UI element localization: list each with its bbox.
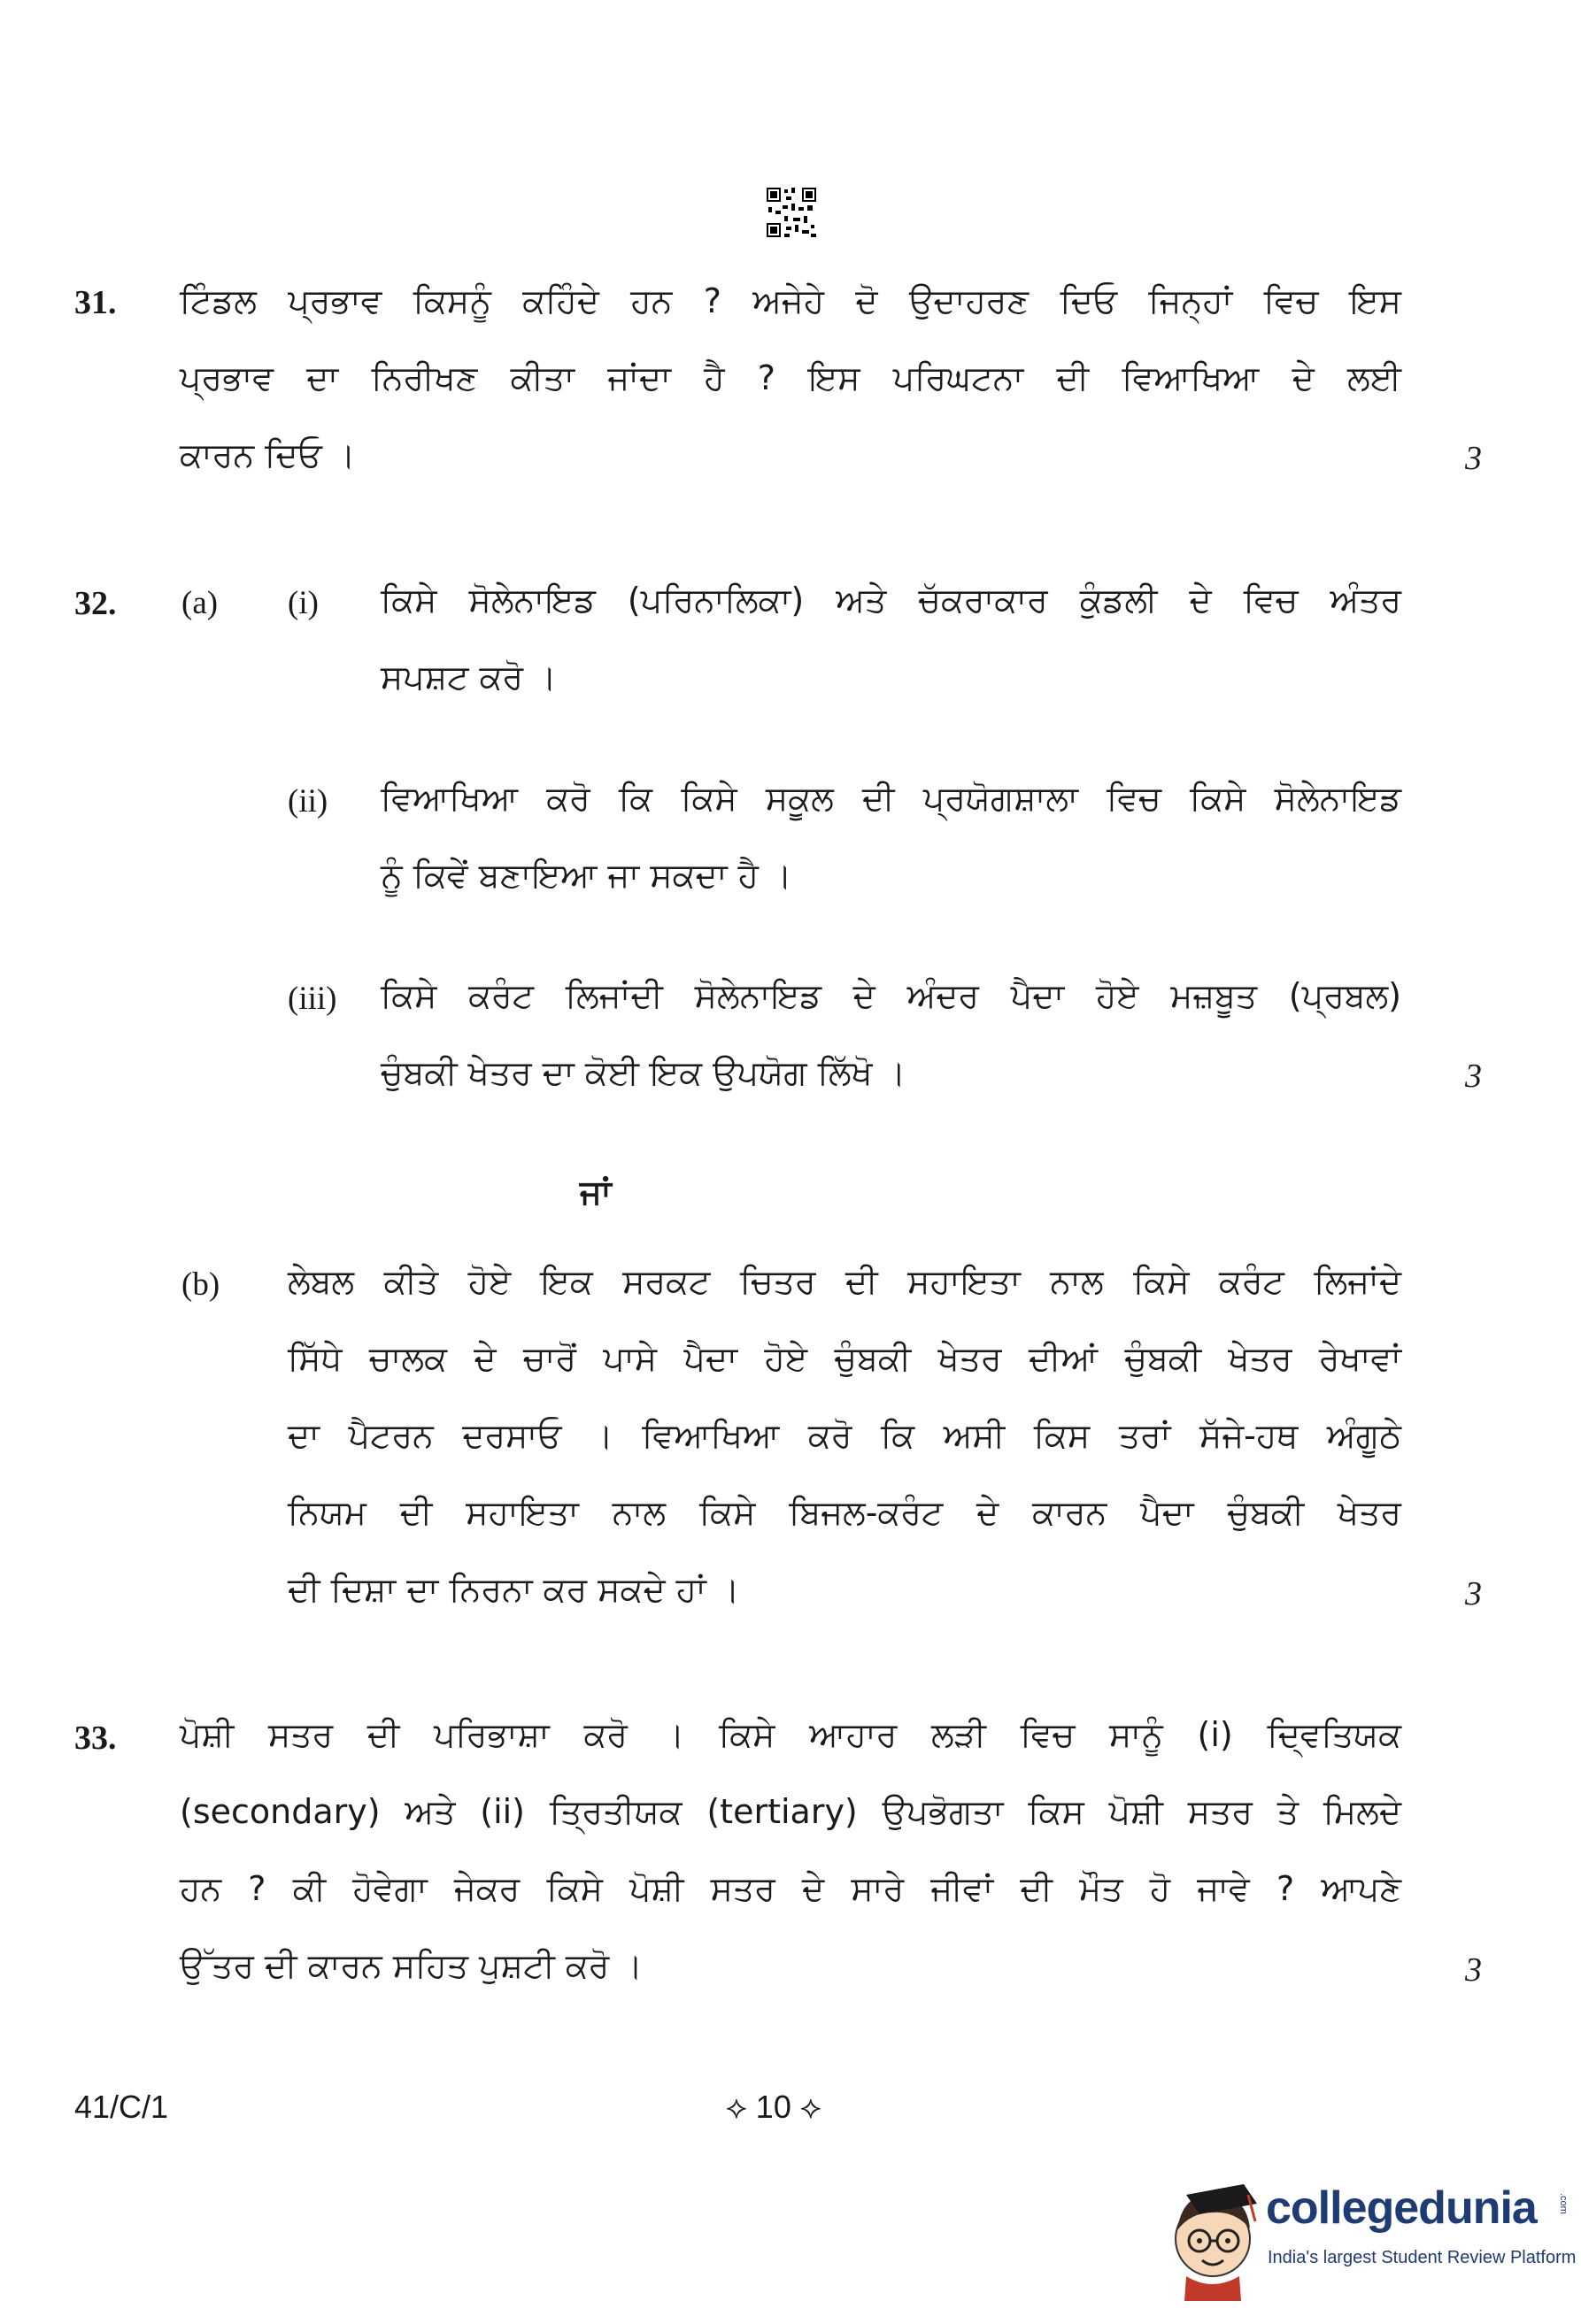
q31-line-1: ਟਿੰਡਲ ਪ੍ਰਭਾਵ ਕਿਸਨੂੰ ਕਹਿੰਦੇ ਹਨ ? ਅਜੇਹੇ ਦੋ ਉਦਾਹਰਣ ਦਿਓ ਜਿਨ੍ਹਾਂ ਵਿਚ ਇਸ — [180, 281, 1401, 320]
q32-b-marks: 3 — [1465, 1575, 1482, 1612]
question-number-33: 33. — [74, 1720, 117, 1757]
question-number-32: 32. — [74, 585, 117, 622]
q32-a-i-line-2: ਸਪਸ਼ਟ ਕਰੋ । — [381, 658, 557, 696]
q32-a-iii-label: (iii) — [288, 981, 337, 1017]
q33-line-3: ਹਨ ? ਕੀ ਹੋਵੇਗਾ ਜੇਕਰ ਕਿਸੇ ਪੋਸ਼ੀ ਸਤਰ ਦੇ ਸਾਰੇ ਜੀਵਾਂ ਦੀ ਮੌਤ ਹੋ ਜਾਵੇ ? ਆਪਣੇ — [180, 1869, 1401, 1908]
q32-b-line-1: ਲੇਬਲ ਕੀਤੇ ਹੋਏ ਇਕ ਸਰਕਟ ਚਿਤਰ ਦੀ ਸਹਾਇਤਾ ਨਾਲ ਕਿਸੇ ਕਰੰਟ ਲਿਜਾਂਦੇ — [288, 1262, 1401, 1301]
q32-a-iii-line-1: ਕਿਸੇ ਕਰੰਟ ਲਿਜਾਂਦੀ ਸੋਲੇਨਾਇਡ ਦੇ ਅੰਦਰ ਪੈਦਾ ਹੋਏ ਮਜ਼ਬੂਤ (ਪ੍ਰਬਲ) — [381, 976, 1401, 1015]
q32-a-ii-label: (ii) — [288, 783, 328, 820]
q33-line-2: (secondary) ਅਤੇ (ii) ਤ੍ਰਿਤੀਯਕ (tertiary) ਉਪਭੋਗਤਾ ਕਿਸ ਪੋਸ਼ੀ ਸਤਰ ਤੇ ਮਿਲਦੇ — [180, 1792, 1401, 1831]
q31-marks: 3 — [1465, 440, 1482, 477]
q32-b-line-2: ਸਿੱਧੇ ਚਾਲਕ ਦੇ ਚਾਰੋਂ ਪਾਸੇ ਪੈਦਾ ਹੋਏ ਚੁੰਬਕੀ ਖੇਤਰ ਦੀਆਂ ਚੁੰਬਕੀ ਖੇਤਰ ਰੇਖਾਵਾਂ — [288, 1339, 1401, 1378]
q32-b-line-4: ਨਿਯਮ ਦੀ ਸਹਾਇਤਾ ਨਾਲ ਕਿਸੇ ਬਿਜਲ-ਕਰੰਟ ਦੇ ਕਾਰਨ ਪੈਦਾ ਚੁੰਬਕੀ ਖੇਤਰ — [288, 1493, 1401, 1532]
brand-name: collegedunia — [1266, 2182, 1537, 2234]
question-number-31: 31. — [74, 284, 117, 321]
q32-b-line-5: ਦੀ ਦਿਸ਼ਾ ਦਾ ਨਿਰਨਾ ਕਰ ਸਕਦੇ ਹਾਂ । — [288, 1570, 740, 1609]
brand-suffix: .com — [1558, 2193, 1569, 2214]
q32-a-ii-line-1: ਵਿਆਖਿਆ ਕਰੋ ਕਿ ਕਿਸੇ ਸਕੂਲ ਦੀ ਪ੍ਰਯੋਗਸ਼ਾਲਾ ਵਿਚ ਕਿਸੇ ਸੋਲੇਨਾਇਡ — [381, 779, 1401, 818]
q31-line-3: ਕਾਰਨ ਦਿਓ । — [180, 435, 356, 474]
page-number: ⟡ 10 ⟡ — [726, 2089, 821, 2125]
q32-a-ii-line-2: ਨੂੰ ਕਿਵੇਂ ਬਣਾਇਆ ਜਾ ਸਕਦਾ ਹੈ । — [381, 856, 792, 895]
q32-a-i-label: (i) — [288, 585, 319, 621]
q33-line-4: ਉੱਤਰ ਦੀ ਕਾਰਨ ਸਹਿਤ ਪੁਸ਼ਟੀ ਕਰੋ । — [180, 1946, 644, 1985]
q32-part-a-label: (a) — [181, 585, 219, 621]
q32-a-i-line-1: ਕਿਸੇ ਸੋਲੇਨਾਇਡ (ਪਰਿਨਾਲਿਕਾ) ਅਤੇ ਚੱਕਰਾਕਾਰ ਕੁੰਡਲੀ ਦੇ ਵਿਚ ਅੰਤਰ — [381, 581, 1401, 619]
q32-a-iii-line-2: ਚੁੰਬਕੀ ਖੇਤਰ ਦਾ ਕੋਈ ਇਕ ਉਪਯੋਗ ਲਿੱਖੋ । — [381, 1053, 906, 1092]
q32-a-marks: 3 — [1465, 1058, 1482, 1095]
mascot-logo-icon — [1160, 2168, 1266, 2301]
q33-line-1: ਪੋਸ਼ੀ ਸਤਰ ਦੀ ਪਰਿਭਾਸ਼ਾ ਕਰੋ । ਕਿਸੇ ਆਹਾਰ ਲੜੀ ਵਿਚ ਸਾਨੂੰ (i) ਦ੍ਵਿਤਿਯਕ — [180, 1715, 1401, 1754]
or-separator: ਜਾਂ — [580, 1173, 612, 1212]
q32-part-b-label: (b) — [181, 1266, 220, 1303]
q31-line-2: ਪ੍ਰਭਾਵ ਦਾ ਨਿਰੀਖਣ ਕੀਤਾ ਜਾਂਦਾ ਹੈ ? ਇਸ ਪਰਿਘਟਨਾ ਦੀ ਵਿਆਖਿਆ ਦੇ ਲਈ — [180, 358, 1401, 397]
brand-tagline: India's largest Student Review Platform — [1268, 2248, 1577, 2267]
q33-marks: 3 — [1465, 1951, 1482, 1989]
qr-code-icon — [767, 188, 816, 237]
paper-code: 41/C/1 — [74, 2089, 169, 2125]
q32-b-line-3: ਦਾ ਪੈਟਰਨ ਦਰਸਾਓ । ਵਿਆਖਿਆ ਕਰੋ ਕਿ ਅਸੀ ਕਿਸ ਤਰਾਂ ਸੱਜੇ-ਹਥ ਅੰਗੂਠੇ — [288, 1416, 1401, 1455]
